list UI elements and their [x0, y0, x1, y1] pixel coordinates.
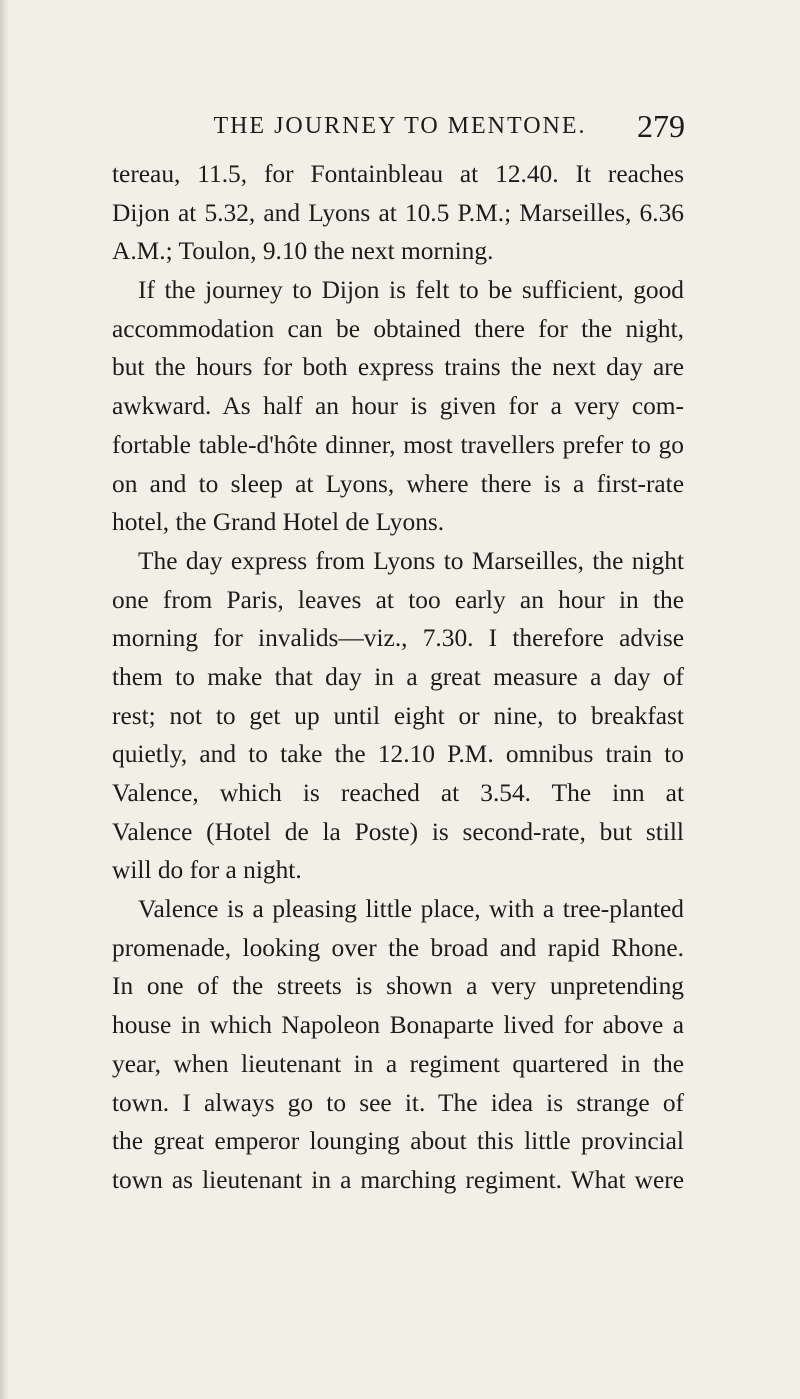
text-line: the great emperor lounging about this little provincial [112, 1127, 684, 1156]
text-line: quietly, and to take the 12.10 P.M. omnibus train to [112, 740, 684, 769]
text-line: rest; not to get up until eight or nine, to breakfast [112, 701, 684, 730]
text-line: year, when lieutenant in a regiment quartered in the [112, 1049, 684, 1078]
text-line: town. I always go to see it. The idea is strange of [112, 1088, 684, 1117]
text-line: one from Paris, leaves at too early an hour in the [112, 585, 684, 614]
text-line: but the hours for both express trains the next day are [112, 353, 684, 382]
text-line: Dijon at 5.32, and Lyons at 10.5 P.M.; Marseilles, 6.36 [112, 198, 684, 227]
text-line: will do for a night. [112, 856, 302, 885]
text-line: tereau, 11.5, for Fontainbleau at 12.40. It reaches [112, 160, 684, 188]
text-line: on and to sleep at Lyons, where there is a first-rate [112, 469, 684, 498]
page-number: 279 [637, 108, 685, 144]
text-line: them to make that day in a great measure a day of [112, 662, 684, 691]
text-line: accommodation can be obtained there for the night, [112, 314, 684, 343]
text-line: The day express from Lyons to Marseilles, the night [138, 546, 684, 575]
text-line: promenade, looking over the broad and rapid Rhone. [112, 933, 684, 962]
text-line: fortable table-d'hôte dinner, most travellers prefer to go [112, 430, 684, 459]
text-line: In one of the streets is shown a very unpretending [112, 972, 684, 1001]
running-head-title: THE JOURNEY TO MENTONE. [213, 113, 587, 139]
text-line: awkward. As half an hour is given for a very com- [112, 392, 684, 421]
text-line: Valence (Hotel de la Poste) is second-rate, but still [112, 817, 684, 846]
text-line: Valence, which is reached at 3.54. The inn at [112, 779, 684, 807]
text-line: town as lieutenant in a marching regiment. What were [112, 1165, 684, 1194]
text-line: hotel, the Grand Hotel de Lyons. [112, 508, 445, 537]
text-line: morning for invalids—viz., 7.30. I therefore advise [112, 624, 684, 653]
text-line: house in which Napoleon Bonaparte lived for above a [112, 1011, 684, 1040]
body-text [112, 155, 684, 1200]
text-line: Valence is a pleasing little place, with a tree-planted [138, 895, 684, 924]
text-line: If the journey to Dijon is felt to be sufficient, good [138, 276, 684, 305]
text-line: A.M.; Toulon, 9.10 the next morning. [112, 237, 494, 266]
